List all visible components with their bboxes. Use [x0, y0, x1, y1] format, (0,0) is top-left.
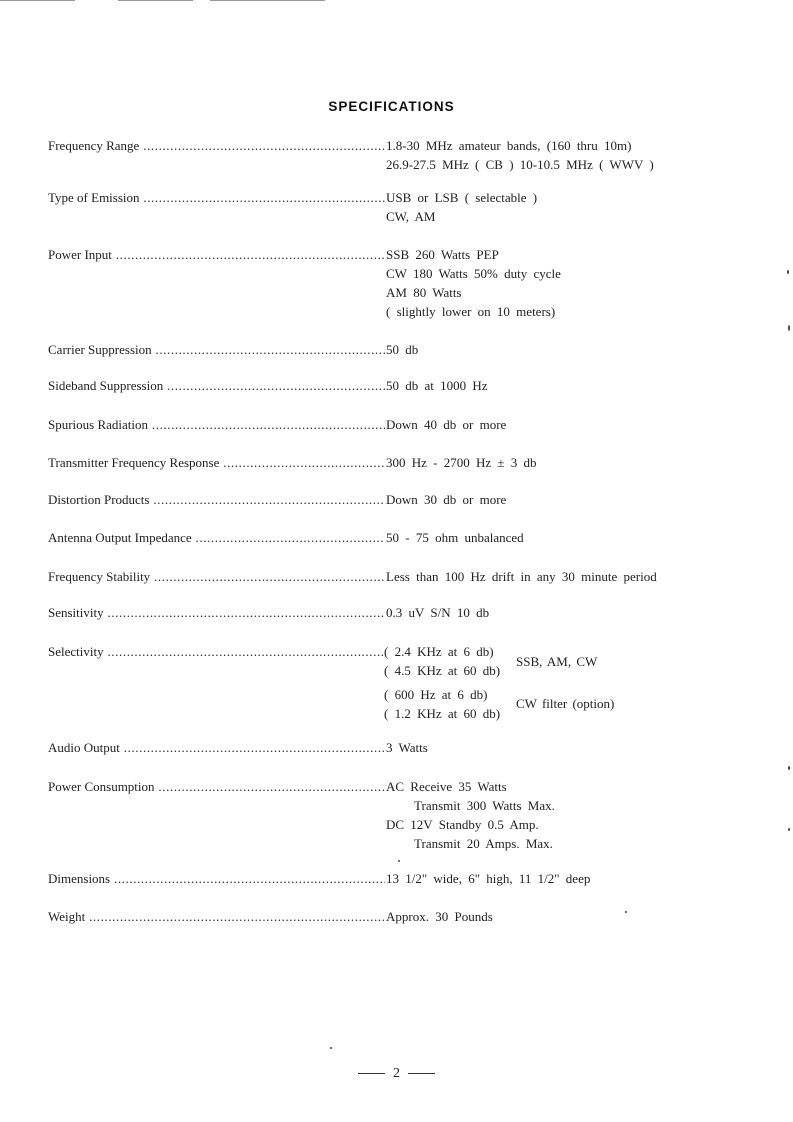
spec-label: Selectivity ..... — [48, 642, 385, 661]
spec-value: 50 db — [386, 342, 419, 357]
dash-left — [358, 1073, 385, 1074]
spec-label: Type of Emission ..... — [48, 188, 385, 207]
spec-label: Frequency Stability ..... — [48, 567, 385, 586]
spec-label: Sensitivity ..... — [48, 603, 385, 622]
spec-label: Carrier Suppression ..... — [48, 340, 385, 359]
spec-label: Distortion Products ..... — [48, 490, 385, 509]
scan-line — [0, 0, 75, 1]
spec-value: 50 - 75 ohm unbalanced — [386, 530, 524, 545]
spec-label: Transmitter Frequency Response ..... — [48, 453, 385, 472]
spec-value: SSB 260 Watts PEP CW 180 Watts 50% duty cycle AM 80 Watts ( slightly lower on 10 meters) — [386, 247, 561, 319]
selectivity-note: SSB, AM, CW — [516, 654, 598, 669]
spec-value: 1.8-30 MHz amateur bands, (160 thru 10m) 26.9-27.5 MHz ( CB ) 10-10.5 MHz ( WWV ) — [386, 138, 654, 172]
spec-label: Dimensions ..... — [48, 869, 385, 888]
spec-value: AC Receive 35 Watts Transmit 300 Watts Max. DC 12V Standby 0.5 Amp. Transmit 20 Amps. Max. — [386, 779, 555, 851]
selectivity-group-cw: ( 600 Hz at 6 db) ( 1.2 KHz at 60 db) CW filter (option) — [384, 687, 615, 721]
spec-value: Down 40 db or more — [386, 417, 507, 432]
scan-speck — [788, 828, 790, 831]
spec-value: 300 Hz - 2700 Hz ± 3 db — [386, 455, 537, 470]
scan-line — [210, 0, 325, 1]
spec-label: Audio Output ..... — [48, 738, 385, 757]
spec-label: Spurious Radiation ..... — [48, 415, 385, 434]
spec-label: Frequency Range ..... — [48, 136, 385, 155]
spec-value: Less than 100 Hz drift in any 30 minute period — [386, 569, 657, 584]
spec-label: Weight ..... — [48, 907, 385, 926]
spec-label: Antenna Output Impedance ..... — [48, 528, 385, 547]
scan-speck — [788, 766, 790, 770]
spec-label: Sideband Suppression ..... — [48, 376, 385, 395]
spec-value: Down 30 db or more — [386, 492, 507, 507]
selectivity-note: CW filter (option) — [516, 696, 615, 711]
scan-speck — [788, 325, 790, 331]
dash-right — [408, 1073, 435, 1074]
scan-speck — [625, 911, 627, 913]
spec-value: USB or LSB ( selectable ) CW, AM — [386, 190, 538, 224]
spec-label: Power Input ..... — [48, 245, 385, 264]
spec-value: 0.3 uV S/N 10 db — [386, 605, 490, 620]
scan-speck — [787, 270, 789, 274]
spec-value: 50 db at 1000 Hz — [386, 378, 488, 393]
selectivity-group-ssb: ( 2.4 KHz at 6 db) ( 4.5 KHz at 60 db) SSB, AM, CW — [384, 644, 598, 678]
page-title: SPECIFICATIONS — [328, 99, 455, 114]
spec-value: 3 Watts — [386, 740, 428, 755]
scan-speck — [398, 860, 400, 862]
spec-value: 13 1/2" wide, 6" high, 11 1/2" deep — [386, 871, 591, 886]
page-number: 2 — [0, 1066, 793, 1082]
scan-line — [118, 0, 193, 1]
spec-label: Power Consumption ..... — [48, 777, 385, 796]
scan-speck — [330, 1047, 332, 1049]
spec-value: Approx. 30 Pounds — [386, 909, 493, 924]
